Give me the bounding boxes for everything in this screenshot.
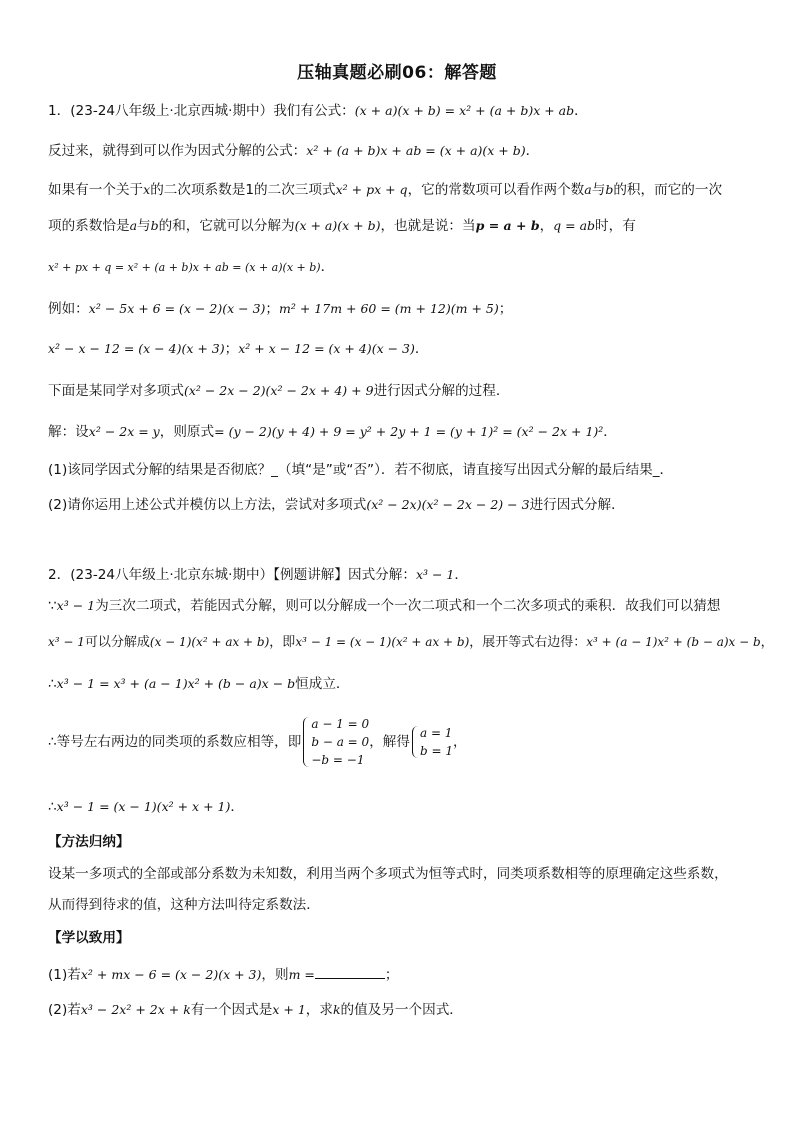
q1-line-8: 下面是某同学对多项式(x² − 2x − 2)(x² − 2x + 4) + 9进行因式分解的过程．: [48, 383, 510, 399]
q2-line-3: x³ − 1可以分解成(x − 1)(x² + ax + b)，即x³ − 1 = (x − 1)(x² + ax + b)，展开等式右边得：x³ + (a − 1)x² + (b − a)x − b，: [48, 635, 774, 650]
formula: x² + (a + b)x + ab = (x + a)(x + b): [306, 143, 526, 158]
formula: (x + a)(x + b) = x² + (a + b)x + ab: [354, 103, 575, 118]
q2-line-1: 2．(23-24八年级上·北京东城·期中）【例题讲解】因式分解：x³ − 1．: [48, 567, 468, 583]
q1-line-7: x² − x − 12 = (x − 4)(x + 3)；x² + x − 12 = (x + 4)(x − 3)．: [48, 341, 429, 357]
method-line-2: 从而得到待求的值，这种方法叫待定系数法．: [48, 897, 320, 913]
q1-line-3: 如果有一个关于x的二次项系数是1的二次三项式x² + px + q，它的常数项可以看作两个数a与b的积，而它的一次: [48, 182, 723, 198]
practice-part-2: (2)若x³ − 2x² + 2x + k有一个因式是x + 1，求k的值及另一个因式．: [48, 1002, 463, 1018]
practice-part-1: (1)若x² + mx − 6 = (x − 2)(x + 3)，则m = ；: [48, 964, 754, 985]
formula: x² + px + q = x² + (a + b)x + ab = (x + a)(x + b): [48, 261, 321, 274]
equation-system-1: a − 1 = 0 b − a = 0 −b = −1: [301, 715, 369, 769]
q2-line-5: ∴等号左右两边的同类项的系数应相等，即 a − 1 = 0 b − a = 0 −b = −1 ，解得 a = 1 b = 1 ，: [48, 717, 467, 767]
method-line-1: 设某一多项式的全部或部分系数为未知数，利用当两个多项式为恒等式时，同类项系数相等的原理确定这些系数，: [48, 866, 728, 882]
q1-line-1: 1．(23-24八年级上·北京西城·期中）我们有公式：(x + a)(x + b) = x² + (a + b)x + ab．: [48, 103, 588, 119]
section-heading-practice: 【学以致用】: [48, 930, 130, 946]
q1-line-5: x² + px + q = x² + (a + b)x + ab = (x + a)(x + b)．: [48, 259, 335, 275]
q2-line-6: ∴x³ − 1 = (x − 1)(x² + x + 1)．: [48, 799, 244, 815]
equation-system-2: a = 1 b = 1: [410, 724, 453, 760]
q1-part-2: (2)请你运用上述公式并模仿以上方法，尝试对多项式(x² − 2x)(x² − 2x − 2) − 3进行因式分解．: [48, 497, 625, 513]
q1-line-4: 项的系数恰是a与b的和，它就可以分解为(x + a)(x + b)，也就是说：当p = a + b，q = ab时，有: [48, 218, 636, 234]
section-heading-method: 【方法归纳】: [48, 834, 130, 850]
answer-blank[interactable]: [315, 964, 385, 979]
q1-line-9: 解：设x² − 2x = y，则原式= (y − 2)(y + 4) + 9 = y² + 2y + 1 = (y + 1)² = (x² − 2x + 1)²．: [48, 424, 617, 440]
q1-line-6: 例如：x² − 5x + 6 = (x − 2)(x − 3)；m² + 17m + 60 = (m + 12)(m + 5)；: [48, 301, 513, 317]
q1-part-1: (1)该同学因式分解的结果是否彻底？_（填“是”或“否”）．若不彻底，请直接写出因式分解的最后结果_．: [48, 462, 674, 478]
q1-line-2: 反过来，就得到可以作为因式分解的公式：x² + (a + b)x + ab = (x + a)(x + b)．: [48, 143, 540, 159]
q2-line-4: ∴x³ − 1 = x³ + (a − 1)x² + (b − a)x − b恒成立．: [48, 676, 350, 692]
q2-line-2: ∵x³ − 1为三次二项式，若能因式分解，则可以分解成一个一次二项式和一个二次多项式的乘积．故我们可以猜想: [48, 598, 721, 614]
page-title: 压轴真题必刷06：解答题: [297, 63, 497, 83]
